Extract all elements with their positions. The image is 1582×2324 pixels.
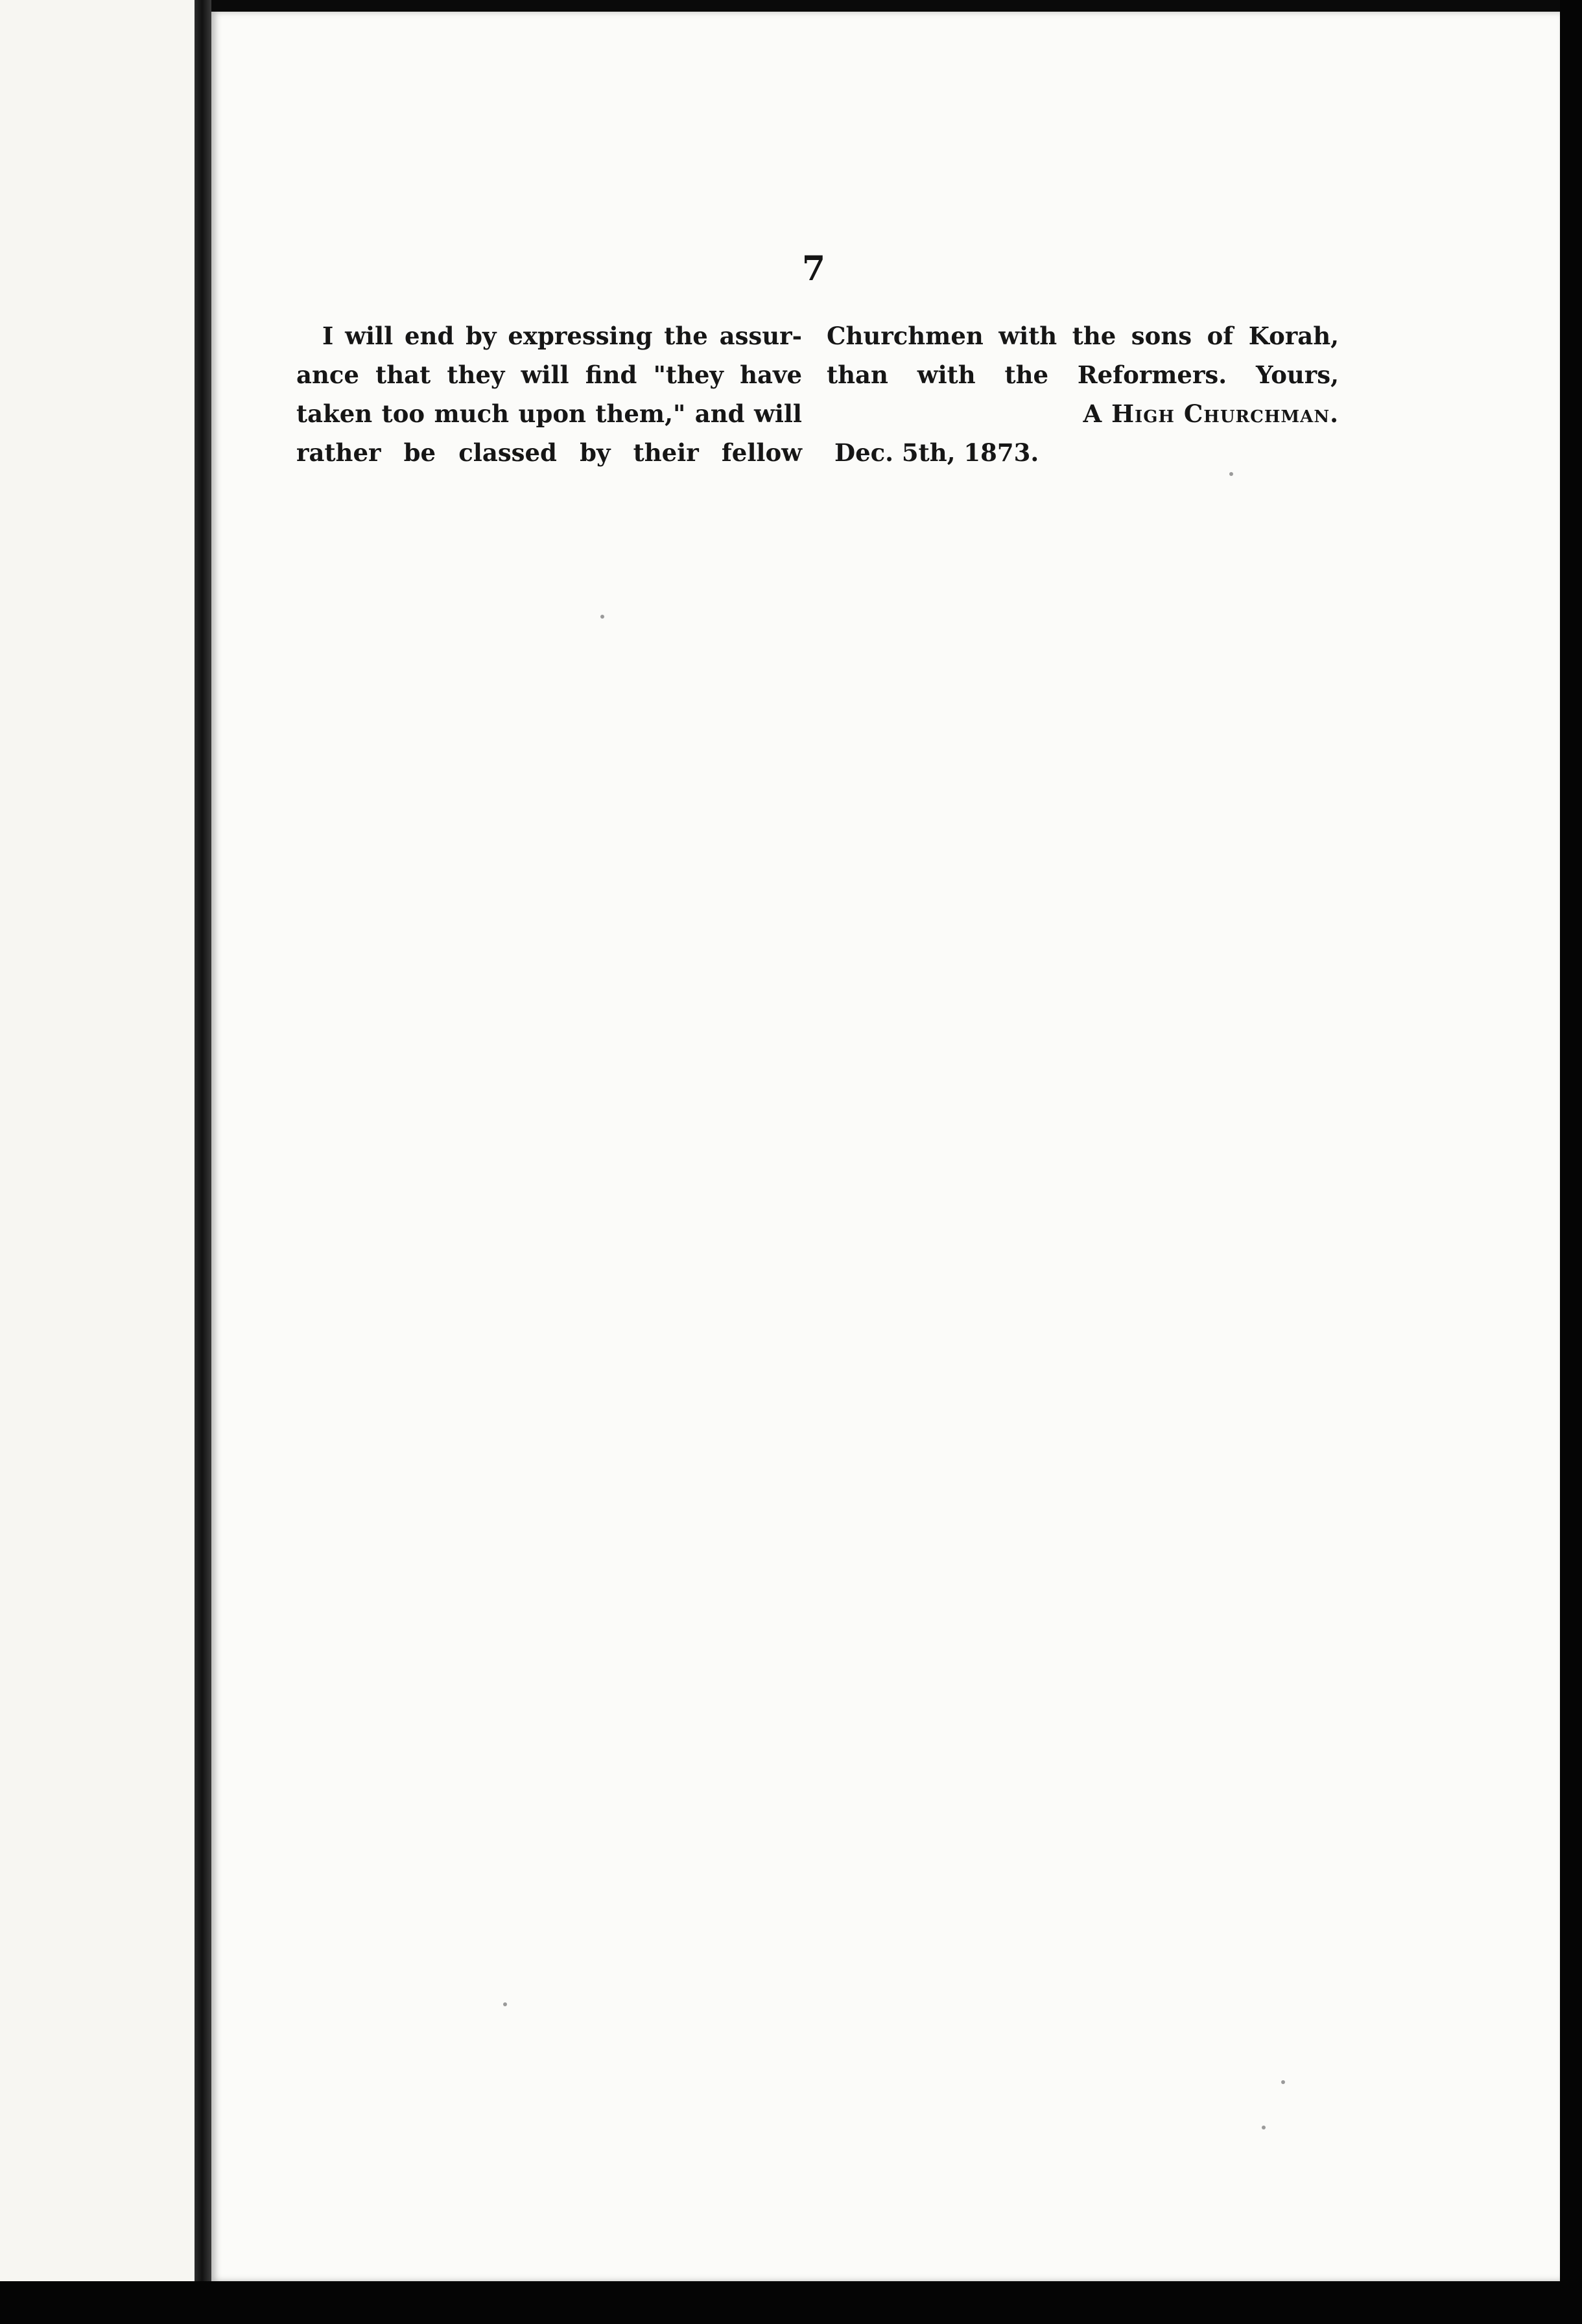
page-number: 7	[801, 249, 826, 289]
letter-date: Dec. 5th, 1873.	[834, 438, 1039, 467]
text-line: than with the Reformers. Yours,	[827, 361, 1339, 389]
paper-speck	[1262, 2126, 1266, 2129]
paper-speck	[1281, 2080, 1285, 2084]
text-line: I will end by expressing the assur-	[322, 322, 802, 350]
text-line: ance that they will find "they have	[296, 361, 802, 389]
text-line: Churchmen with the sons of Korah,	[827, 322, 1339, 350]
paper-speck	[1229, 472, 1233, 476]
book-gutter	[195, 0, 211, 2324]
scan-border-right	[1560, 0, 1582, 2324]
scan-border-bottom	[0, 2281, 1582, 2324]
text-line: rather be classed by their fellow	[296, 438, 802, 467]
text-column-left	[296, 316, 802, 472]
text-line: taken too much upon them," and will	[296, 399, 802, 428]
signature: A High Churchman.	[1083, 399, 1339, 428]
paper-speck	[503, 2002, 507, 2006]
text-column-right	[827, 316, 1339, 472]
previous-page-fragment	[0, 0, 195, 2324]
paper-speck	[600, 615, 604, 619]
